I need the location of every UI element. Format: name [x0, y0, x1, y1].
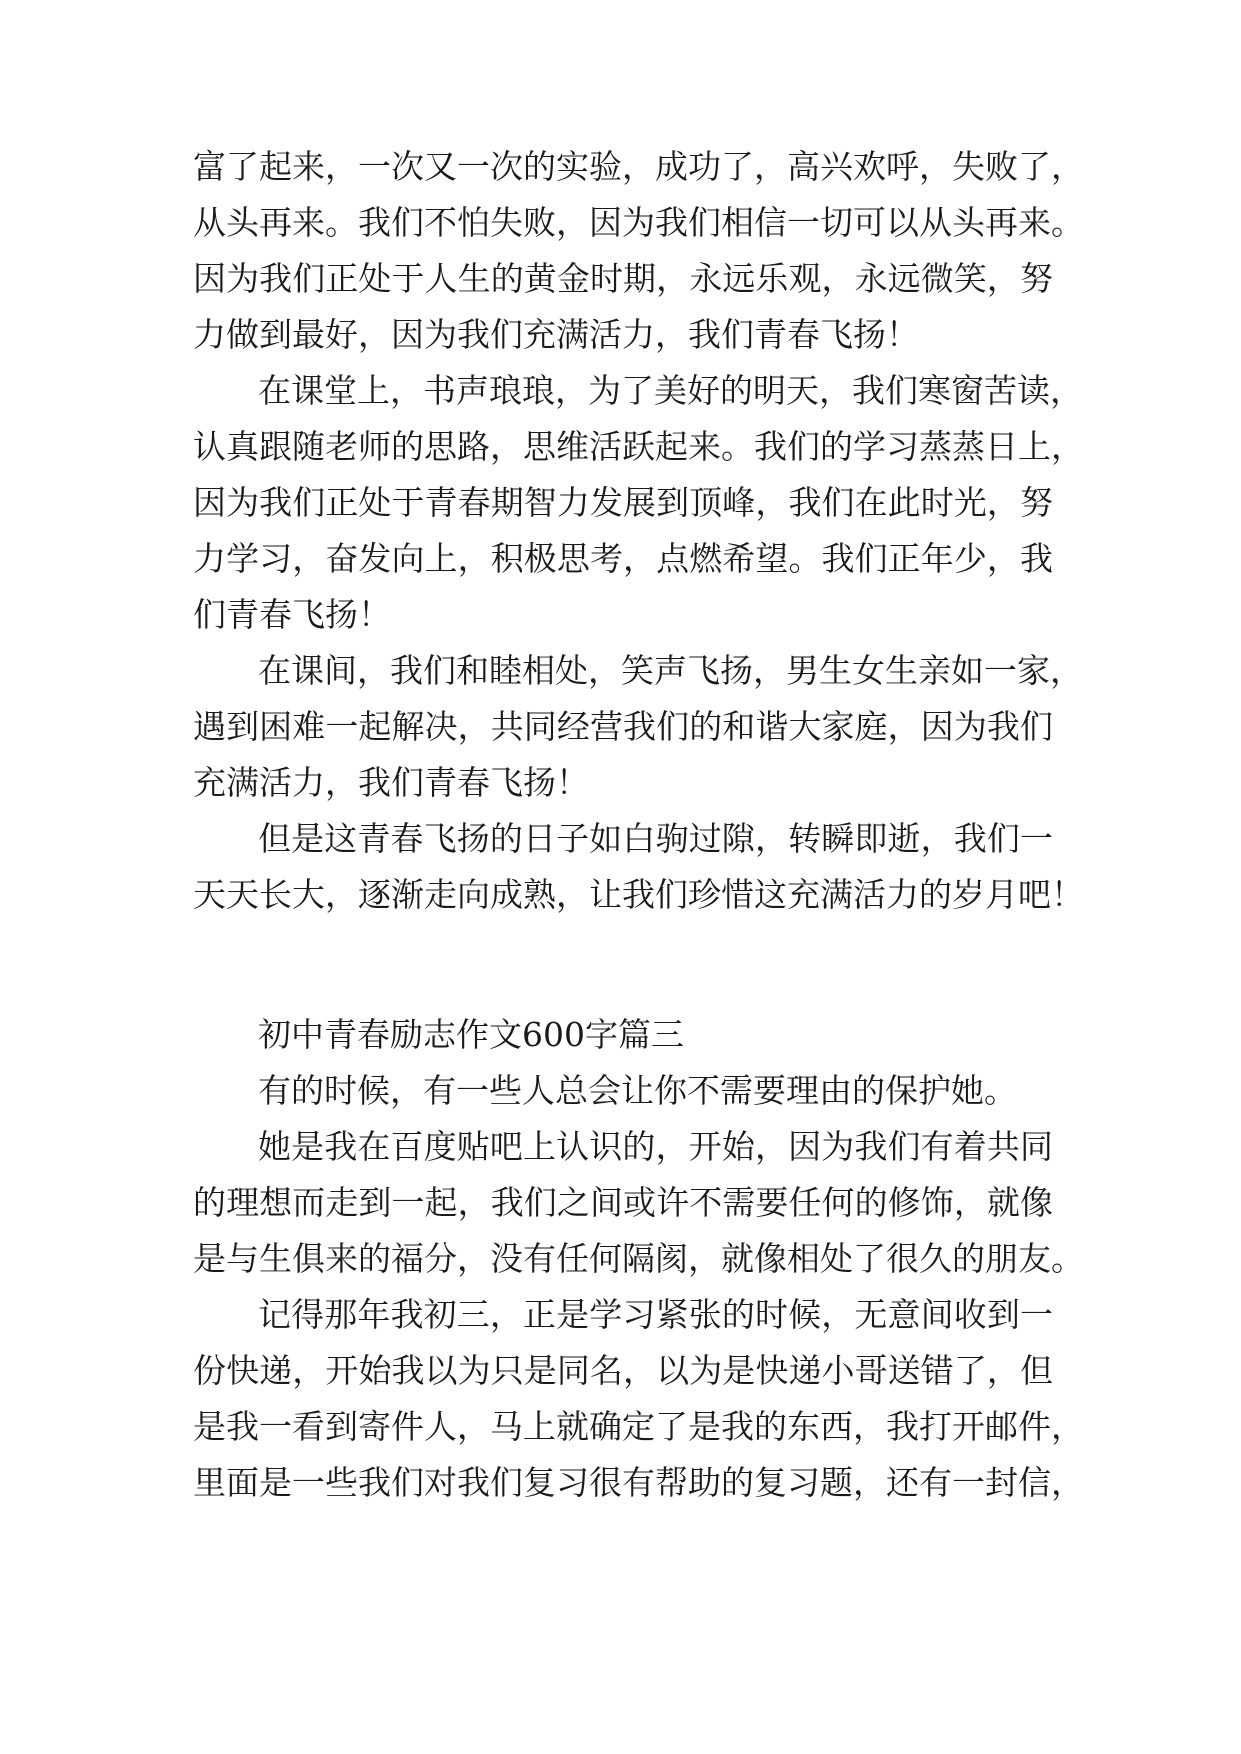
section-heading: 初中青春励志作文600字篇三 [258, 1015, 684, 1054]
paragraph-line: 是与生俱来的福分，没有任何隔阂，就像相处了很久的朋友。 [193, 1239, 1084, 1278]
paragraph-line: 充满活力，我们青春飞扬！ [193, 763, 589, 802]
paragraph-line: 有的时候，有一些人总会让你不需要理由的保护她。 [258, 1071, 1017, 1110]
paragraph-line: 在课堂上，书声琅琅，为了美好的明天，我们寒窗苦读， [258, 371, 1083, 410]
paragraph-line: 遇到困难一起解决，共同经营我们的和谐大家庭，因为我们 [193, 707, 1053, 746]
paragraph-line: 力做到最好，因为我们充满活力，我们青春飞扬！ [193, 315, 919, 354]
paragraph-line: 们青春飞扬！ [193, 595, 391, 634]
paragraph-line: 里面是一些我们对我们复习很有帮助的复习题，还有一封信， [193, 1463, 1084, 1502]
paragraph-line: 在课间，我们和睦相处，笑声飞扬，男生女生亲如一家， [258, 651, 1083, 690]
paragraph-line: 但是这青春飞扬的日子如白驹过隙，转瞬即逝，我们一 [258, 819, 1053, 858]
paragraph-line: 的理想而走到一起，我们之间或许不需要任何的修饰，就像 [193, 1183, 1053, 1222]
paragraph-line: 她是我在百度贴吧上认识的，开始，因为我们有着共同 [258, 1127, 1053, 1166]
paragraph-line: 是我一看到寄件人，马上就确定了是我的东西，我打开邮件， [193, 1407, 1084, 1446]
paragraph-line: 从头再来。我们不怕失败，因为我们相信一切可以从头再来。 [193, 203, 1084, 242]
paragraph-line: 富了起来，一次又一次的实验，成功了，高兴欢呼，失败了， [193, 147, 1084, 186]
paragraph-line: 天天长大，逐渐走向成熟，让我们珍惜这充满活力的岁月吧！ [193, 875, 1084, 914]
paragraph-line: 因为我们正处于人生的黄金时期，永远乐观，永远微笑，努 [193, 259, 1053, 298]
paragraph-line: 认真跟随老师的思路，思维活跃起来。我们的学习蒸蒸日上， [193, 427, 1084, 466]
paragraph-line: 力学习，奋发向上，积极思考，点燃希望。我们正年少，我 [193, 539, 1053, 578]
paragraph-line: 份快递，开始我以为只是同名，以为是快递小哥送错了，但 [193, 1351, 1053, 1390]
paragraph-line: 记得那年我初三，正是学习紧张的时候，无意间收到一 [258, 1295, 1053, 1334]
paragraph-line: 因为我们正处于青春期智力发展到顶峰，我们在此时光，努 [193, 483, 1053, 522]
